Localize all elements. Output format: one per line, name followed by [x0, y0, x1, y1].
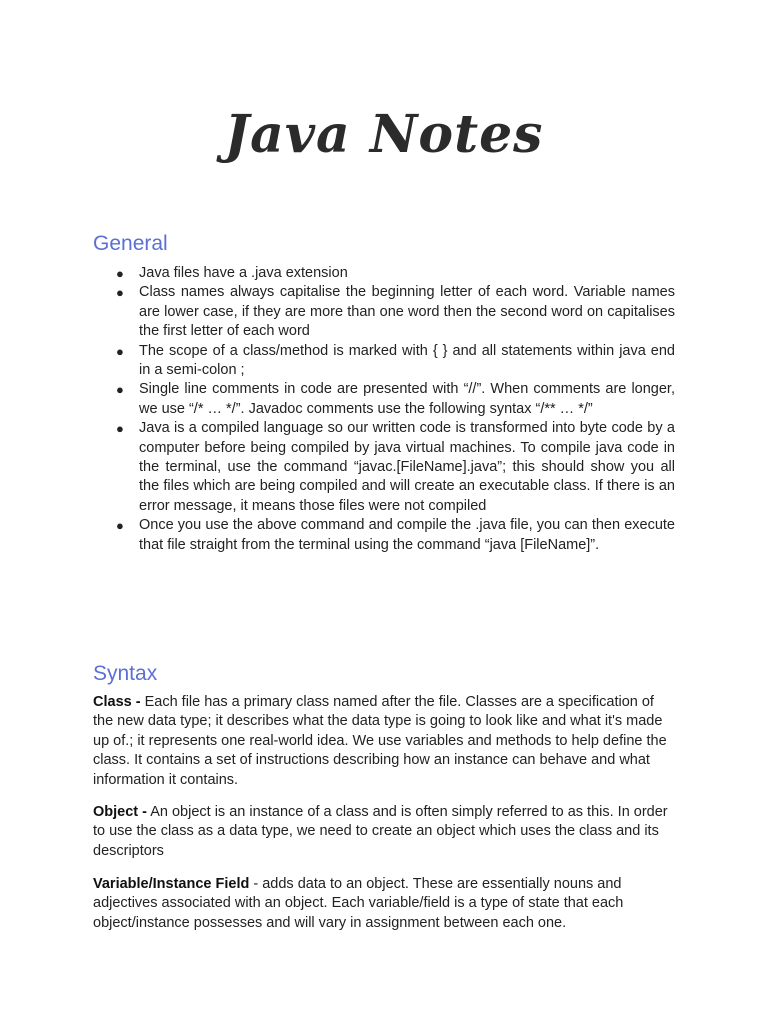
definition-variable — [93, 875, 675, 933]
general-bullet-list — [93, 264, 675, 555]
bullet-text: Once you use the above command and compile the .java file, you can then execute that file straight from the terminal using the command “java [FileName]”. — [139, 517, 675, 553]
definition-text: Each file has a primary class named after the file. Classes are a specification of the new data type; it describes what the data type is going to look like and what it's made up of.; it represents one real-world idea. We use variables and methods to help define the class. It contains a set of instructions describing how an instance can behave and what information it contains. — [93, 694, 667, 788]
bullet-item — [93, 419, 675, 516]
bullet-item — [93, 516, 675, 555]
definition-object — [93, 803, 675, 861]
definition-term: Object - — [93, 804, 147, 820]
definition-text: - adds data to an object. These are essentially nouns and adjectives associated with an object. Each variable/field is a type of state that each object/instance possesses and will vary in assignment between each one. — [93, 876, 624, 931]
bullet-item — [93, 380, 675, 419]
bullet-text: Single line comments in code are presented with “//”. When comments are longer, we use “/* … */”. Javadoc comments use the following syntax “/** … */” — [139, 381, 675, 417]
bullet-text: The scope of a class/method is marked with { } and all statements within java end in a semi-colon ; — [139, 342, 675, 379]
bullet-dot-icon: ● — [116, 285, 124, 301]
bullet-dot-icon: ● — [116, 266, 124, 281]
definition-term: Variable/Instance Field — [93, 876, 250, 892]
bullet-dot-icon: ● — [116, 421, 124, 437]
bullet-text: Java files have a .java extension — [139, 265, 348, 281]
bullet-dot-icon: ● — [116, 382, 124, 398]
bullet-text: Class names always capitalise the beginning letter of each word. Variable names are lower case, if they are more than one word then the second word on capitalises the first letter of each word — [139, 284, 675, 340]
bullet-item — [93, 283, 675, 341]
bullet-dot-icon: ● — [116, 343, 124, 359]
bullet-dot-icon: ● — [116, 518, 124, 534]
definition-text: An object is an instance of a class and is often simply referred to as this. In order to use the class as a data type, we need to create an object which uses the class and its descriptors — [93, 804, 668, 859]
bullet-item — [93, 264, 675, 283]
page-title: Java Notes — [224, 104, 544, 165]
definition-term: Class - — [93, 694, 141, 710]
section-heading-syntax: Syntax — [93, 662, 158, 685]
bullet-item — [93, 342, 675, 381]
bullet-text: Java is a compiled language so our written code is transformed into byte code by a computer before being compiled by java virtual machines. To compile java code in the terminal, use the command “javac.[FileName].java”; this should show you all the files which are being compiled and will create an executable class. If there is an error message, it means those files were not compiled — [139, 420, 675, 514]
definition-class — [93, 693, 675, 790]
section-heading-general: General — [93, 232, 168, 255]
